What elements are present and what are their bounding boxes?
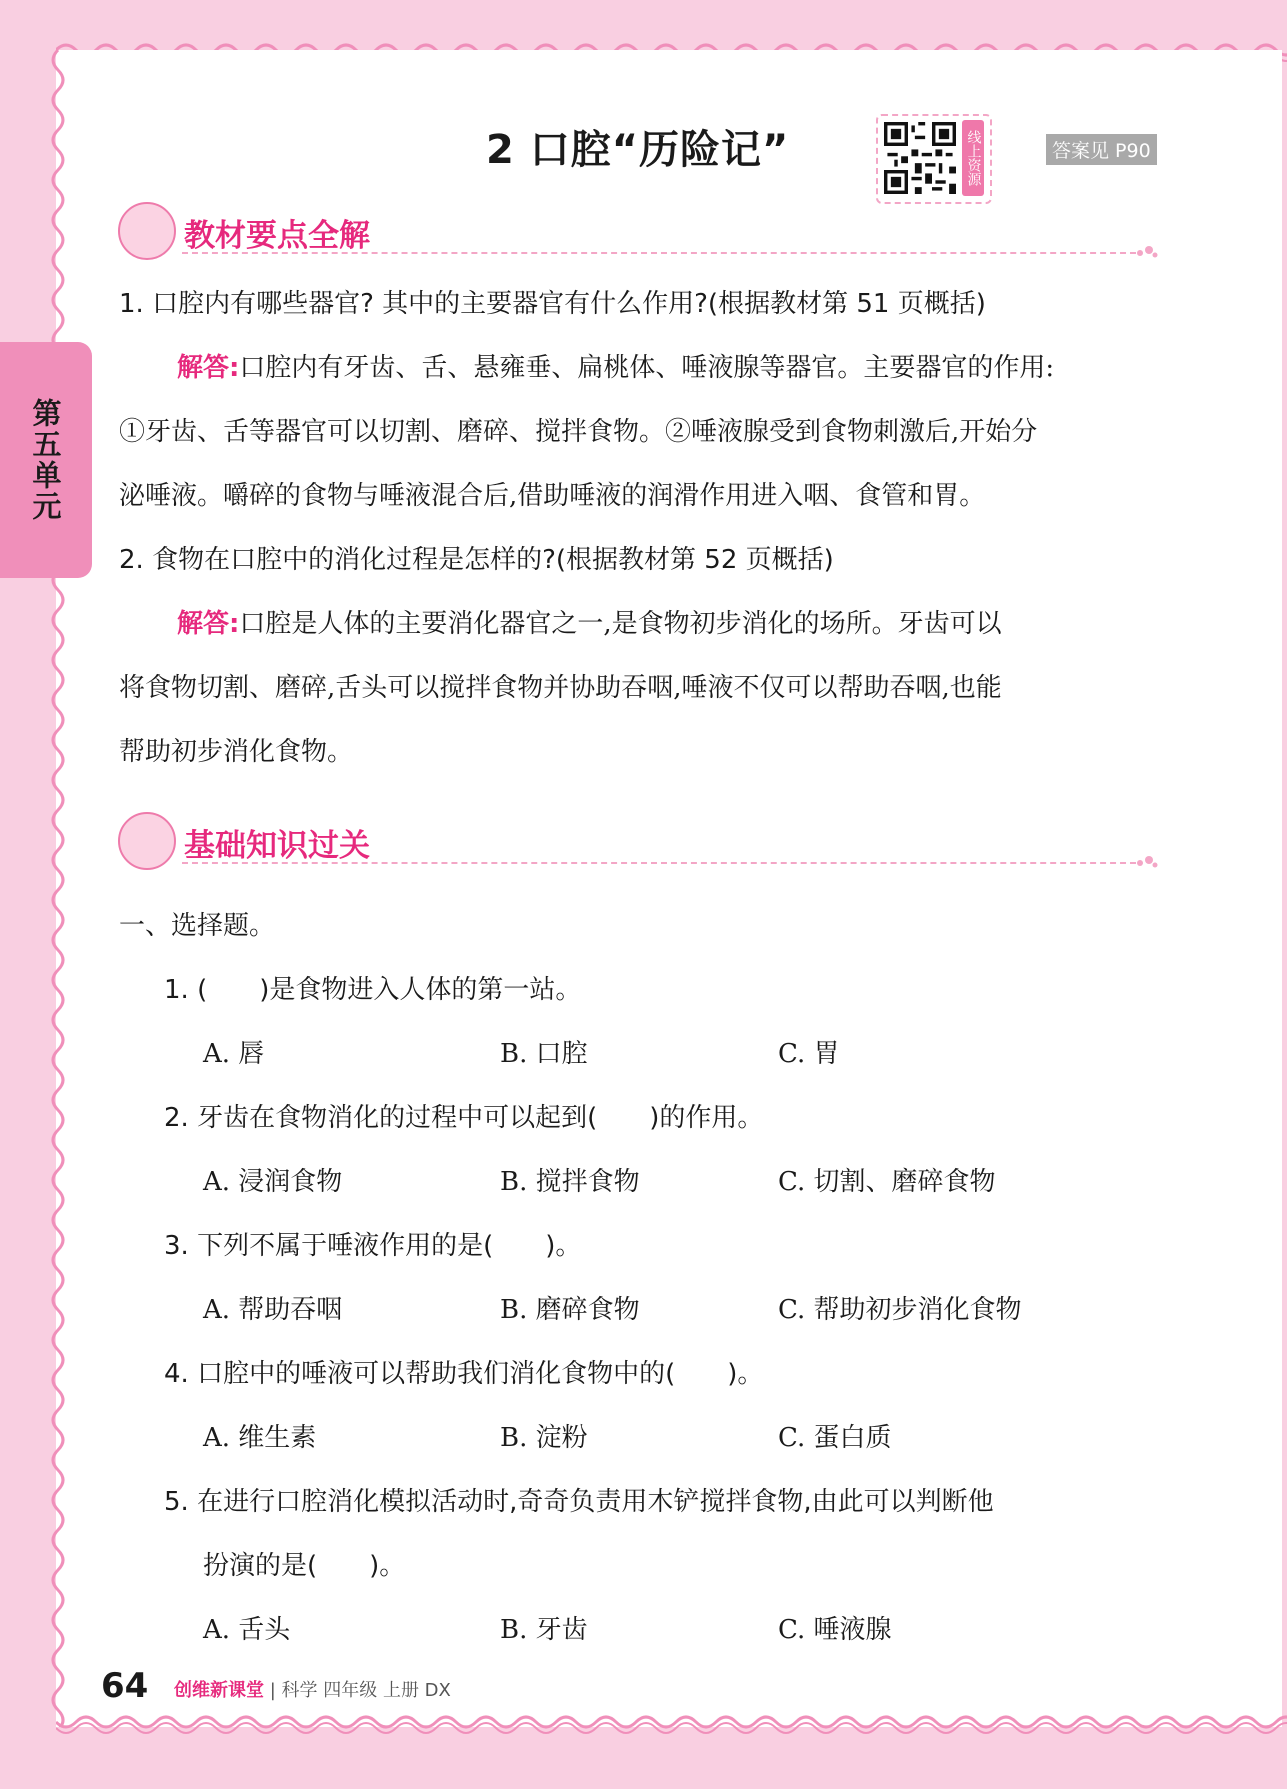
answer-text: 口腔是人体的主要消化器官之一,是食物初步消化的场所。牙齿可以	[239, 609, 1002, 639]
dashed-divider	[182, 862, 1136, 864]
choice-option[interactable]: A. 唇	[203, 1039, 265, 1069]
section-header-key-points	[118, 202, 1158, 262]
left-wave-border	[44, 50, 70, 1727]
page-title: 2 口腔“历险记”	[486, 127, 790, 173]
choice-option[interactable]: A. 帮助吞咽	[203, 1295, 343, 1325]
footer-book-info: | 科学 四年级 上册 DX	[269, 1680, 451, 1701]
choice-option[interactable]: B. 磨碎食物	[500, 1295, 640, 1325]
question-stem: 2. 牙齿在食物消化的过程中可以起到( )的作用。	[164, 1103, 764, 1133]
choice-heading: 一、选择题。	[119, 911, 276, 941]
section-title: 教材要点全解	[184, 218, 370, 254]
choice-option[interactable]: A. 舌头	[203, 1615, 291, 1645]
choice-option[interactable]: C. 胃	[778, 1039, 840, 1069]
answer-reference-badge: 答案见 P90	[1046, 134, 1157, 165]
answer-text: 口腔内有牙齿、舌、悬雍垂、扁桃体、唾液腺等器官。主要器官的作用:	[239, 353, 1055, 383]
qr-code-icon	[884, 122, 956, 194]
question-stem: 4. 口腔中的唾液可以帮助我们消化食物中的( )。	[164, 1359, 764, 1389]
answer-1-line-1	[177, 353, 1054, 383]
section-title: 基础知识过关	[184, 828, 370, 864]
question-stem: 3. 下列不属于唾液作用的是( )。	[164, 1231, 582, 1261]
choice-option[interactable]: A. 浸润食物	[203, 1167, 343, 1197]
choice-option[interactable]: C. 切割、磨碎食物	[778, 1167, 996, 1197]
answer-2-line-3: 帮助初步消化食物。	[119, 737, 354, 767]
answer-2-line-1	[177, 609, 1002, 639]
choice-option[interactable]: B. 搅拌食物	[500, 1167, 640, 1197]
question-stem-continued: 扮演的是( )。	[203, 1551, 406, 1581]
answer-1-line-2: ①牙齿、舌等器官可以切割、磨碎、搅拌食物。②唾液腺受到食物刺激后,开始分	[119, 417, 1038, 447]
bottom-wave-border	[56, 1714, 1287, 1740]
choice-option[interactable]: C. 帮助初步消化食物	[778, 1295, 1022, 1325]
unit-tab-label: 第五单元	[28, 398, 63, 522]
unit-tab	[0, 342, 92, 578]
choice-option[interactable]: B. 淀粉	[500, 1423, 588, 1453]
footer-info	[174, 1676, 451, 1702]
answer-label: 解答:	[177, 609, 240, 639]
cartoon-head-icon	[118, 812, 176, 870]
choice-option[interactable]: C. 蛋白质	[778, 1423, 892, 1453]
choice-option[interactable]: B. 口腔	[500, 1039, 588, 1069]
section-header-basic-knowledge	[118, 812, 1158, 872]
dots-icon	[1136, 854, 1158, 870]
page-number: 64	[101, 1666, 149, 1706]
qr-resource-tag: 线上资源	[962, 120, 984, 196]
question-stem: 1. ( )是食物进入人体的第一站。	[164, 975, 582, 1005]
question-2: 2. 食物在口腔中的消化过程是怎样的?(根据教材第 52 页概括)	[119, 545, 834, 575]
answer-2-line-2: 将食物切割、磨碎,舌头可以搅拌食物并协助吞咽,唾液不仅可以帮助吞咽,也能	[119, 673, 1002, 703]
qr-code-box[interactable]	[876, 114, 992, 204]
choice-option[interactable]: A. 维生素	[203, 1423, 317, 1453]
dashed-divider	[182, 252, 1136, 254]
answer-1-line-3: 泌唾液。嚼碎的食物与唾液混合后,借助唾液的润滑作用进入咽、食管和胃。	[119, 481, 986, 511]
choice-option[interactable]: B. 牙齿	[500, 1615, 588, 1645]
footer-brand: 创维新课堂	[174, 1680, 264, 1701]
question-stem: 5. 在进行口腔消化模拟活动时,奇奇负责用木铲搅拌食物,由此可以判断他	[164, 1487, 994, 1517]
dots-icon	[1136, 244, 1158, 260]
choice-option[interactable]: C. 唾液腺	[778, 1615, 892, 1645]
cartoon-head-icon	[118, 202, 176, 260]
answer-label: 解答:	[177, 353, 240, 383]
question-1: 1. 口腔内有哪些器官? 其中的主要器官有什么作用?(根据教材第 51 页概括)	[119, 289, 986, 319]
